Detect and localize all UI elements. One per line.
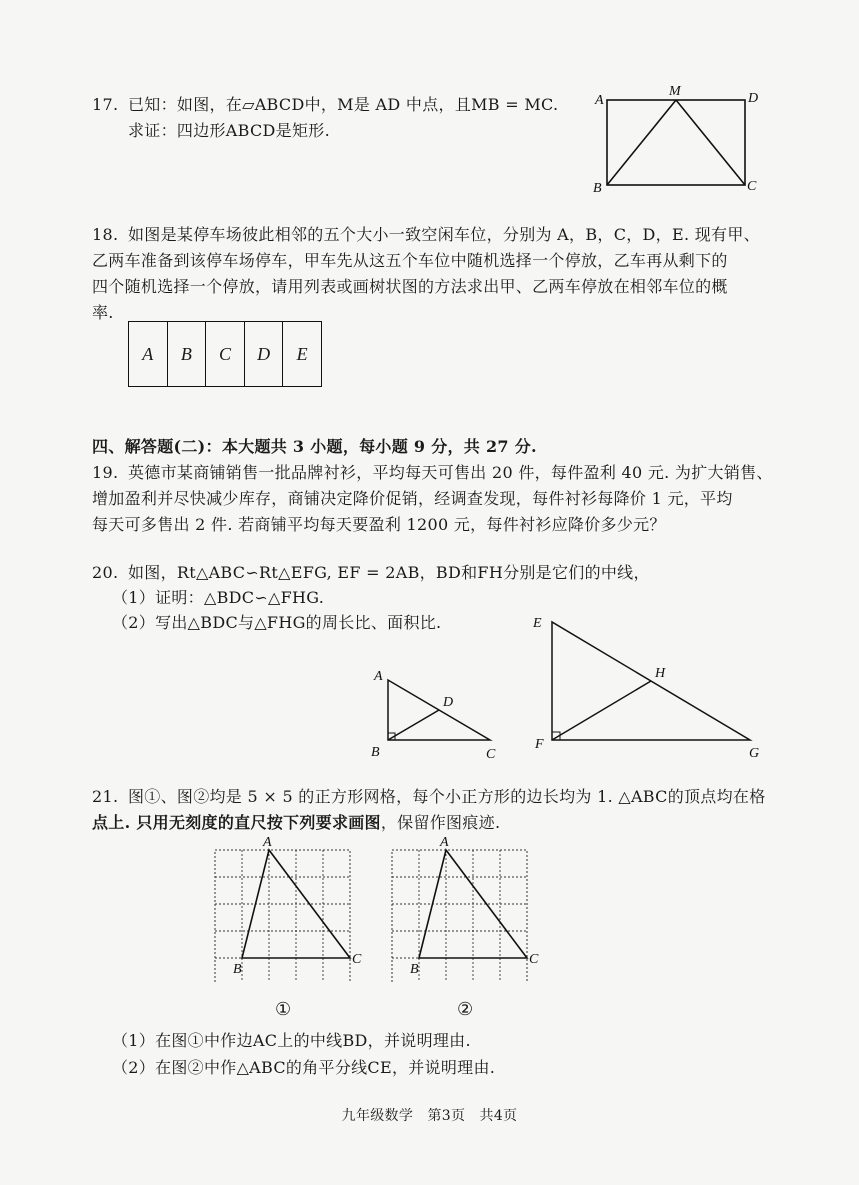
q20-small-triangle-figure — [365, 660, 505, 765]
q19-line3: 每天可多售出 2 件. 若商铺平均每天要盈利 1200 元，每件衬衫应降价多少元？ — [92, 515, 666, 534]
parking-slot: A — [129, 322, 168, 386]
q21-line2: 点上. 只用无刻度的直尺按下列要求画图，保留作图痕迹. — [92, 813, 501, 832]
q18-line4: 率. — [92, 303, 114, 322]
parking-slot: B — [168, 322, 207, 386]
parking-slot: C — [206, 322, 245, 386]
grid2-label-c: C — [529, 952, 539, 967]
grid-figure-1 — [205, 832, 365, 982]
q20-part2: （2）写出△BDC与△FHG的周长比、面积比. — [112, 613, 442, 632]
q21-part2: （2）在图②中作△ABC的角平分线CE，并说明理由. — [112, 1058, 496, 1077]
q18-line1: 如图是某停车场彼此相邻的五个大小一致空闲车位，分别为 A，B，C，D，E. 现有甲、 — [128, 225, 760, 244]
q19-number: 19. — [92, 463, 119, 482]
q20-label-d: D — [443, 695, 454, 710]
q20-part1: （1）证明：△BDC∽△FHG. — [112, 588, 325, 607]
q20-label-b: B — [371, 745, 380, 760]
q21-number: 21. — [92, 787, 119, 806]
q20-line1: 如图，Rt△ABC∽Rt△EFG, EF = 2AB，BD和FH分别是它们的中线， — [128, 563, 650, 582]
parking-slots — [128, 321, 322, 387]
grid1-label-b: B — [233, 962, 242, 977]
page-footer: 九年级数学 第3页 共4页 — [341, 1108, 518, 1124]
grid-figure-2 — [383, 832, 548, 982]
q17-label-d: D — [748, 91, 759, 106]
q20-label-e: E — [533, 616, 542, 631]
q20-label-a: A — [374, 669, 383, 684]
q18-number: 18. — [92, 225, 119, 244]
q17-rectangle-figure — [585, 80, 770, 195]
q17-label-m: M — [669, 84, 681, 99]
grid2-label-b: B — [410, 962, 419, 977]
fig2-caption: ② — [457, 999, 474, 1020]
q17-label-b: B — [593, 181, 602, 195]
q20-label-g: G — [749, 746, 760, 761]
q17-number: 17. — [92, 95, 119, 114]
q18-line2: 乙两车准备到该停车场停车，甲车先从这五个车位中随机选择一个停放，乙车再从剩下的 — [92, 251, 728, 270]
parking-slot: E — [296, 343, 308, 364]
q20-label-c: C — [486, 747, 496, 762]
q21-part1: （1）在图①中作边AC上的中线BD，并说明理由. — [112, 1031, 471, 1050]
q17-label-c: C — [747, 179, 757, 194]
q20-label-h: H — [655, 666, 666, 681]
q19-line1: 英德市某商铺销售一批品牌衬衫，平均每天可售出 20 件，每件盈利 40 元. 为扩大销售、 — [128, 463, 773, 482]
section4-heading: 四、解答题(二)：本大题共 3 小题，每小题 9 分，共 27 分. — [92, 437, 537, 456]
q20-label-f: F — [535, 737, 544, 752]
q19-line2: 增加盈利并尽快减少库存，商铺决定降价促销，经调查发现，每件衬衫每降价 1 元，平均 — [92, 489, 733, 508]
q20-number: 20. — [92, 563, 119, 582]
q20-large-triangle-figure — [525, 605, 775, 765]
grid1-label-c: C — [352, 952, 362, 967]
parking-slot: D — [245, 322, 284, 386]
q18-line3: 四个随机选择一个停放，请用列表或画树状图的方法求出甲、乙两车停放在相邻车位的概 — [92, 277, 728, 296]
fig1-caption: ① — [275, 999, 292, 1020]
q17-line1: 已知：如图，在▱ABCD中，M是 AD 中点，且MB = MC. — [128, 95, 559, 114]
q21-line1: 图①、图②均是 5 × 5 的正方形网格，每个小正方形的边长均为 1. △ABC的顶点均在格 — [128, 787, 766, 806]
q17-line2: 求证：四边形ABCD是矩形. — [128, 121, 330, 140]
q17-label-a: A — [595, 93, 604, 108]
grid2-label-a: A — [440, 835, 449, 850]
grid1-label-a: A — [263, 835, 272, 850]
